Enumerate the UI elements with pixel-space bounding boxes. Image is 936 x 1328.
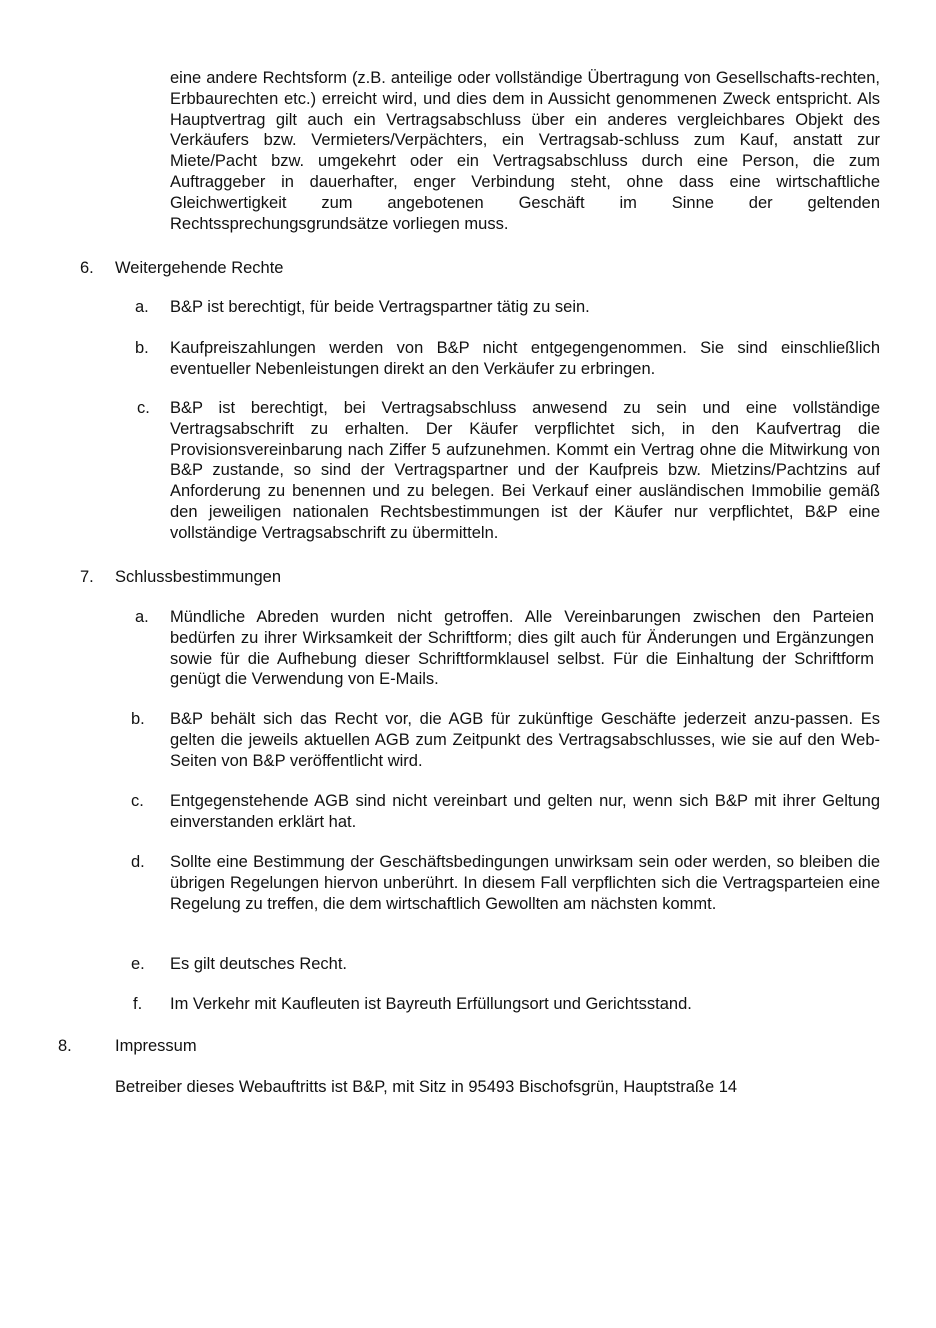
section-7b-marker: b. [131,710,145,728]
section-7c-text: Entgegenstehende AGB sind nicht vereinbart und gelten nur, wenn sich B&P mit ihrer Geltung einverstanden erklärt hat. [170,792,880,831]
section-6-title: Weitergehende Rechte [115,259,284,277]
section-6b-marker: b. [135,339,149,357]
section-7-title: Schlussbestimmungen [115,568,281,586]
section-6b-text: Kaufpreiszahlungen werden von B&P nicht entgegengenommen. Sie sind einschließlich eventueller Nebenleistungen direkt an den Verkäufer zu erbringen. [170,339,880,378]
section-7f-marker: f. [133,995,143,1013]
section-7f-text: Im Verkehr mit Kaufleuten ist Bayreuth Erfüllungsort und Gerichtsstand. [170,995,692,1013]
section-7d-marker: d. [131,853,145,871]
section-7e-marker: e. [131,955,145,973]
section-6c-marker: c. [137,399,150,417]
section-7b-text: B&P behält sich das Recht vor, die AGB für zukünftige Geschäfte jederzeit anzu-passen. Es gelten die jeweils aktuellen AGB zum Zeitpunkt des Vertragsabschlusses, wie sie auf den Web-Seiten von B&P veröffentlicht wird. [170,710,880,770]
section-6-number: 6. [80,259,94,277]
section-7-number: 7. [80,568,94,586]
section-7d-text: Sollte eine Bestimmung der Geschäftsbedingungen unwirksam sein oder werden, so bleiben die übrigen Regelungen hiervon unberührt. In diesem Fall verpflichten sich die Vertragsparteien eine Regelung zu treffen, die dem wirtschaftlich Gewollten am nächsten kommt. [170,853,880,913]
impressum-text: Betreiber dieses Webauftritts ist B&P, mit Sitz in 95493 Bischofsgrün, Hauptstraße 14 [115,1078,738,1096]
section-6a-text: B&P ist berechtigt, für beide Vertragspartner tätig zu sein. [170,298,590,316]
section-6c-text: B&P ist berechtigt, bei Vertragsabschluss anwesend zu sein und eine vollständige Vertragsabschrift zu erhalten. Der Käufer verpflichtet sich, in den Kaufvertrag die Provisionsvereinbarung nach Ziffer 5 aufzunehmen. Kommt ein Vertrag ohne die Mitwirkung von B&P zustande, so sind der Vertragspartner und der Kaufpreis bzw. Mietzins/Pachtzins auf Anforderung zu benennen und zu belegen. Bei Verkauf einer ausländischen Immobilie gemäß den jeweiligen nationalen Rechtsbestimmungen ist der Käufer nur verpflichtet, B&P eine vollständige Vertragsabschrift zu übermitteln. [170,399,880,542]
section-7c-marker: c. [131,792,144,810]
section-6a-marker: a. [135,298,149,316]
section-7a-text: Mündliche Abreden wurden nicht getroffen. Alle Vereinbarungen zwischen den Parteien bedürfen zu ihrer Wirksamkeit der Schriftform; dies gilt auch für Änderungen und Ergänzungen sowie für die Aufhebung dieser Schriftformklausel selbst. Für die Einhaltung der Schriftform genügt die Verwendung von E-Mails. [170,608,874,689]
section-8-number: 8. [58,1037,72,1055]
section-7e-text: Es gilt deutsches Recht. [170,955,348,973]
section-8-title: Impressum [115,1037,197,1055]
intro-paragraph: eine andere Rechtsform (z.B. anteilige oder vollständige Übertragung von Gesellschafts-rechten, Erbbaurechten etc.) erreicht wird, und dies dem in Aussicht genommenen Zweck entspricht. Als Hauptvertrag gilt auch ein Vertragsabschluss über ein anderes vergleichbares Objekt des Verkäufers bzw. Vermieters/Verpächters, ein Vertragsab-schluss zum Kauf, anstatt zur Miete/Pacht bzw. umgekehrt oder ein Vertragsabschluss durch eine Person, die zum Auftraggeber in dauerhafter, enger Verbindung steht, ohne dass eine wirtschaftliche Gleichwertigkeit zum angebotenen Geschäft im Sinne der geltenden Rechtssprechungsgrundsätze vorliegen muss. [170,69,880,233]
section-7a-marker: a. [135,608,149,626]
